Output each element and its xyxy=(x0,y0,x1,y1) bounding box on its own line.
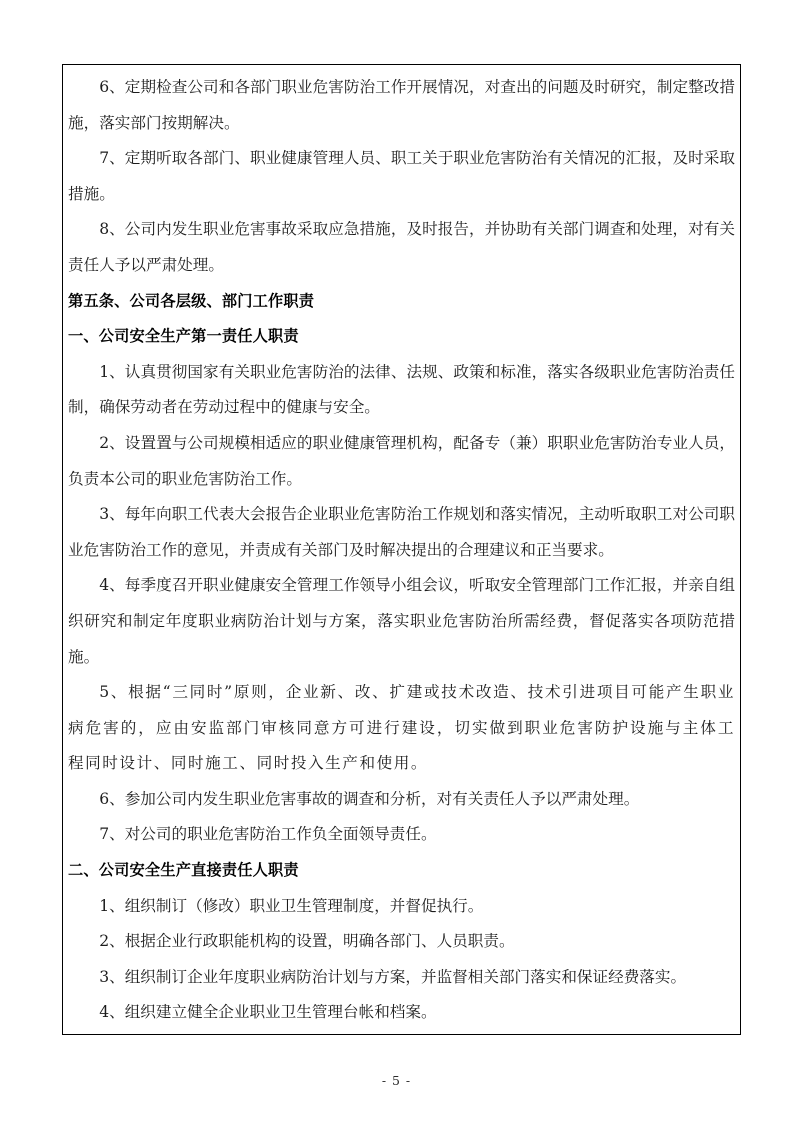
body-paragraph: 2、根据企业行政职能机构的设置，明确各部门、人员职责。 xyxy=(99,932,515,951)
body-paragraph: 6、参加公司内发生职业危害事故的调查和分析，对有关责任人予以严肃处理。 xyxy=(99,789,640,808)
body-paragraph: 4、组织建立健全企业职业卫生管理台帐和档案。 xyxy=(99,1003,437,1022)
section-heading: 第五条、公司各层级、部门工作职责 xyxy=(68,291,315,310)
page-number-footer: - 5 - xyxy=(381,1073,412,1088)
body-paragraph: 3、组织制订企业年度职业病防治计划与方案，并监督相关部门落实和保证经费落实。 xyxy=(99,967,687,986)
body-paragraph: 1、认真贯彻国家有关职业危害防治的法律、法规、政策和标准，落实各级职业危害防治责任制，确保劳动者在劳动过程中的健康与安全。 xyxy=(68,362,735,417)
section-heading: 一、公司安全生产第一责任人职责 xyxy=(68,327,299,346)
section-heading: 二、公司安全生产直接责任人职责 xyxy=(68,861,299,880)
body-paragraph: 6、定期检查公司和各部门职业危害防治工作开展情况，对查出的问题及时研究，制定整改措施，落实部门按期解决。 xyxy=(68,78,735,132)
body-paragraph: 1、组织制订（修改）职业卫生管理制度，并督促执行。 xyxy=(99,896,484,915)
body-paragraph: 2、设置置与公司规模相适应的职业健康管理机构，配备专（兼）职职业危害防治专业人员，负责本公司的职业危害防治工作。 xyxy=(68,433,735,488)
content-body xyxy=(63,65,740,1035)
content-frame-border xyxy=(62,64,741,1035)
body-paragraph xyxy=(68,1031,735,1035)
body-paragraph: 8、公司内发生职业危害事故采取应急措施，及时报告，并协助有关部门调查和处理，对有关责任人予以严肃处理。 xyxy=(68,220,735,274)
body-paragraph: 7、对公司的职业危害防治工作负全面领导责任。 xyxy=(99,825,437,844)
body-paragraph: 3、每年向职工代表大会报告企业职业危害防治工作规划和落实情况，主动听取职工对公司职业危害防治工作的意见，并责成有关部门及时解决提出的合理建议和正当要求。 xyxy=(68,505,735,559)
body-paragraph: 5、根据“三同时”原则，企业新、改、扩建或技术改造、技术引进项目可能产生职业病危害的，应由安监部门审核同意方可进行建设，切实做到职业危害防护设施与主体工程同时设计、同时施工、同时投入生产和使用。 xyxy=(68,683,735,773)
body-paragraph: 7、定期听取各部门、职业健康管理人员、职工关于职业危害防治有关情况的汇报，及时采取措施。 xyxy=(68,149,735,203)
body-paragraph: 4、每季度召开职业健康安全管理工作领导小组会议，听取安全管理部门工作汇报，并亲自组织研究和制定年度职业病防治计划与方案，落实职业危害防治所需经费，督促落实各项防范措施。 xyxy=(68,576,735,666)
